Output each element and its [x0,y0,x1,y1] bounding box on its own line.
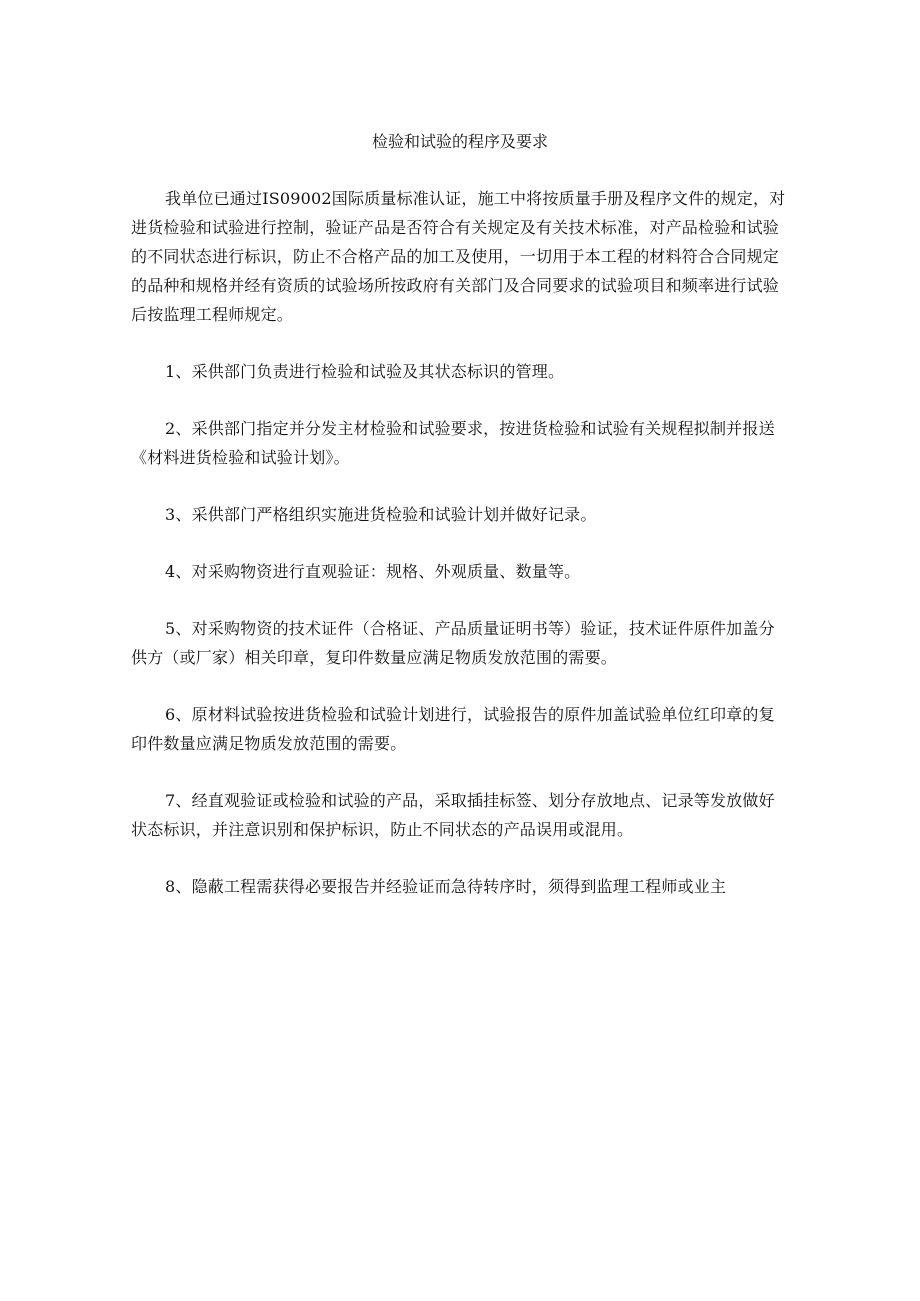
paragraph-intro [131,184,813,329]
paragraph-item-1 [131,357,813,386]
paragraph-line: 3、采供部门严格组织实施进货检验和试验计划并做好记录。 [165,505,597,524]
paragraph-line: 后按监理工程师规定。 [131,305,294,324]
paragraph-line: 5、对采购物资的技术证件（合格证、产品质量证明书等）验证，技术证件原件加盖分 [165,619,775,638]
paragraph-line: 印件数量应满足物质发放范围的需要。 [131,734,407,753]
paragraph-line: 6、原材料试验按进货检验和试验计划进行，试验报告的原件加盖试验单位红印章的复 [165,705,775,724]
paragraph-line: 的品种和规格并经有资质的试验场所按政府有关部门及合同要求的试验项目和频率进行试验 [131,276,780,295]
paragraph-item-4 [131,557,813,586]
paragraph-line: 1、采供部门负责进行检验和试验及其状态标识的管理。 [165,362,565,381]
paragraph-item-8 [131,872,813,901]
paragraph-item-7 [131,786,813,844]
paragraph-item-3 [131,500,813,529]
document-body [131,184,813,929]
paragraph-line: 进货检验和试验进行控制，验证产品是否符合有关规定及有关技术标准，对产品检验和试验 [131,218,780,237]
paragraph-line: 《材料进货检验和试验计划》。 [131,448,350,467]
paragraph-line: 供方（或厂家）相关印章，复印件数量应满足物质发放范围的需要。 [131,648,618,667]
paragraph-line: 状态标识，并注意识别和保护标识，防止不同状态的产品误用或混用。 [131,820,634,839]
paragraph-line: 我单位已通过IS09002国际质量标准认证，施工中将按质量手册及程序文件的规定，对 [165,189,786,208]
paragraph-item-2 [131,414,813,472]
paragraph-line: 2、采供部门指定并分发主材检验和试验要求，按进货检验和试验有关规程拟制并报送 [165,419,775,438]
paragraph-item-6 [131,700,813,758]
paragraph-line: 8、隐蔽工程需获得必要报告并经验证而急待转序时，须得到监理工程师或业主 [165,877,727,896]
paragraph-line: 7、经直观验证或检验和试验的产品，采取插挂标签、划分存放地点、记录等发放做好 [165,791,775,810]
paragraph-line: 4、对采购物资进行直观验证：规格、外观质量、数量等。 [165,562,581,581]
document-title: 检验和试验的程序及要求 [371,132,548,151]
paragraph-line: 的不同状态进行标识，防止不合格产品的加工及使用，一切用于本工程的材料符合合同规定 [131,247,780,266]
paragraph-item-5 [131,614,813,672]
